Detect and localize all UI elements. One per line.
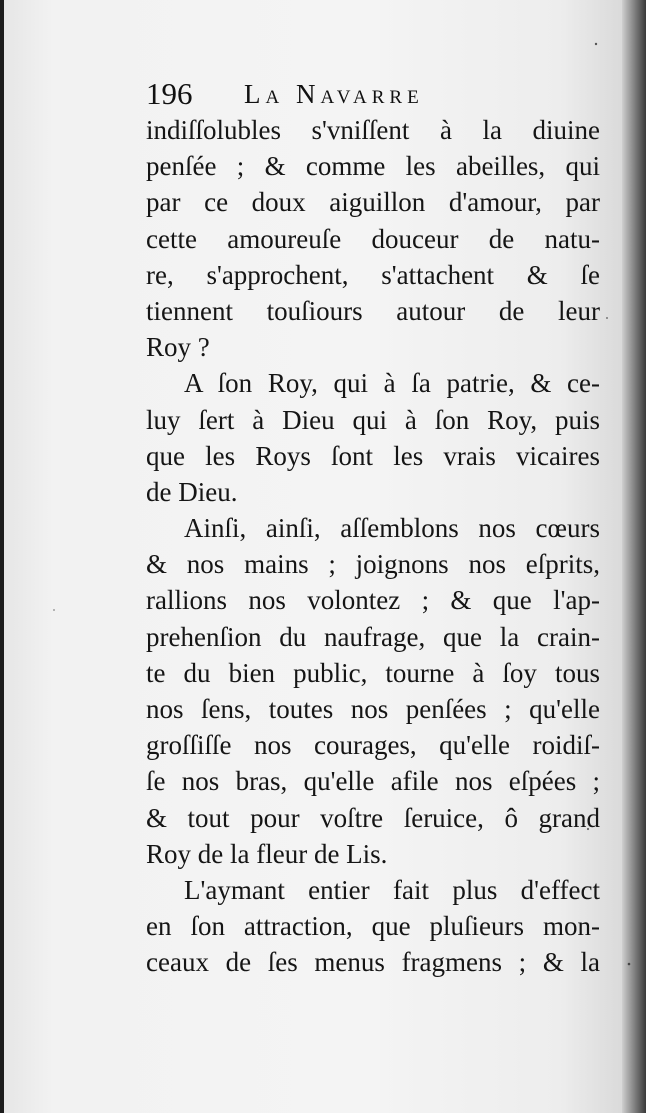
text-line: & nos mains ; joignons nos eſprits, bbox=[146, 549, 600, 580]
text-line: luy ſert à Dieu qui à ſon Roy, puis bbox=[146, 404, 600, 435]
body-text bbox=[146, 112, 600, 981]
page-header bbox=[146, 70, 586, 114]
text-line: Roy de la fleur de Lis. bbox=[146, 838, 388, 869]
text-line: prehenſion du naufrage, que la crain- bbox=[146, 621, 600, 652]
text-line: de Dieu. bbox=[146, 476, 238, 507]
text-line: en ſon attraction, que pluſieurs mon- bbox=[146, 911, 600, 942]
paragraph-start-line: Ainſi, ainſi, aſſemblons nos cœurs bbox=[184, 513, 600, 544]
paragraph-start-line: A ſon Roy, qui à ſa patrie, & ce- bbox=[184, 368, 600, 399]
page-number: 196 bbox=[146, 76, 193, 111]
text-line: indiſſolubles s'vniſſent à la diuine bbox=[146, 115, 600, 145]
text-line: ſe nos bras, qu'elle afile nos eſpées ; bbox=[146, 766, 600, 797]
text-line: Roy ? bbox=[146, 332, 210, 363]
paragraph-start-line: L'aymant entier fait plus d'effect bbox=[184, 874, 600, 905]
text-line: rallions nos volontez ; & que l'ap- bbox=[146, 585, 600, 616]
text-line: par ce doux aiguillon d'amour, par bbox=[146, 187, 600, 218]
text-line: que les Roys ſont les vrais vicaires bbox=[146, 440, 600, 471]
text-line: te du bien public, tourne à ſoy tous bbox=[146, 657, 600, 688]
text-line: cette amoureuſe douceur de natu- bbox=[146, 223, 600, 254]
text-line: ceaux de ſes menus fragmens ; & la bbox=[146, 947, 600, 978]
text-line: & tout pour voſtre ſeruice, ô grand bbox=[146, 802, 600, 833]
text-line: tiennent touſiours autour de leur bbox=[146, 295, 600, 326]
text-line: groſſiſſe nos courages, qu'elle roidiſ- bbox=[146, 730, 600, 761]
text-line: penſée ; & comme les abeilles, qui bbox=[146, 151, 600, 182]
text-line: re, s'approchent, s'attachent & ſe bbox=[146, 259, 600, 290]
text-line: nos ſens, toutes nos penſées ; qu'elle bbox=[146, 694, 600, 724]
running-title: La Navarre bbox=[244, 79, 424, 109]
